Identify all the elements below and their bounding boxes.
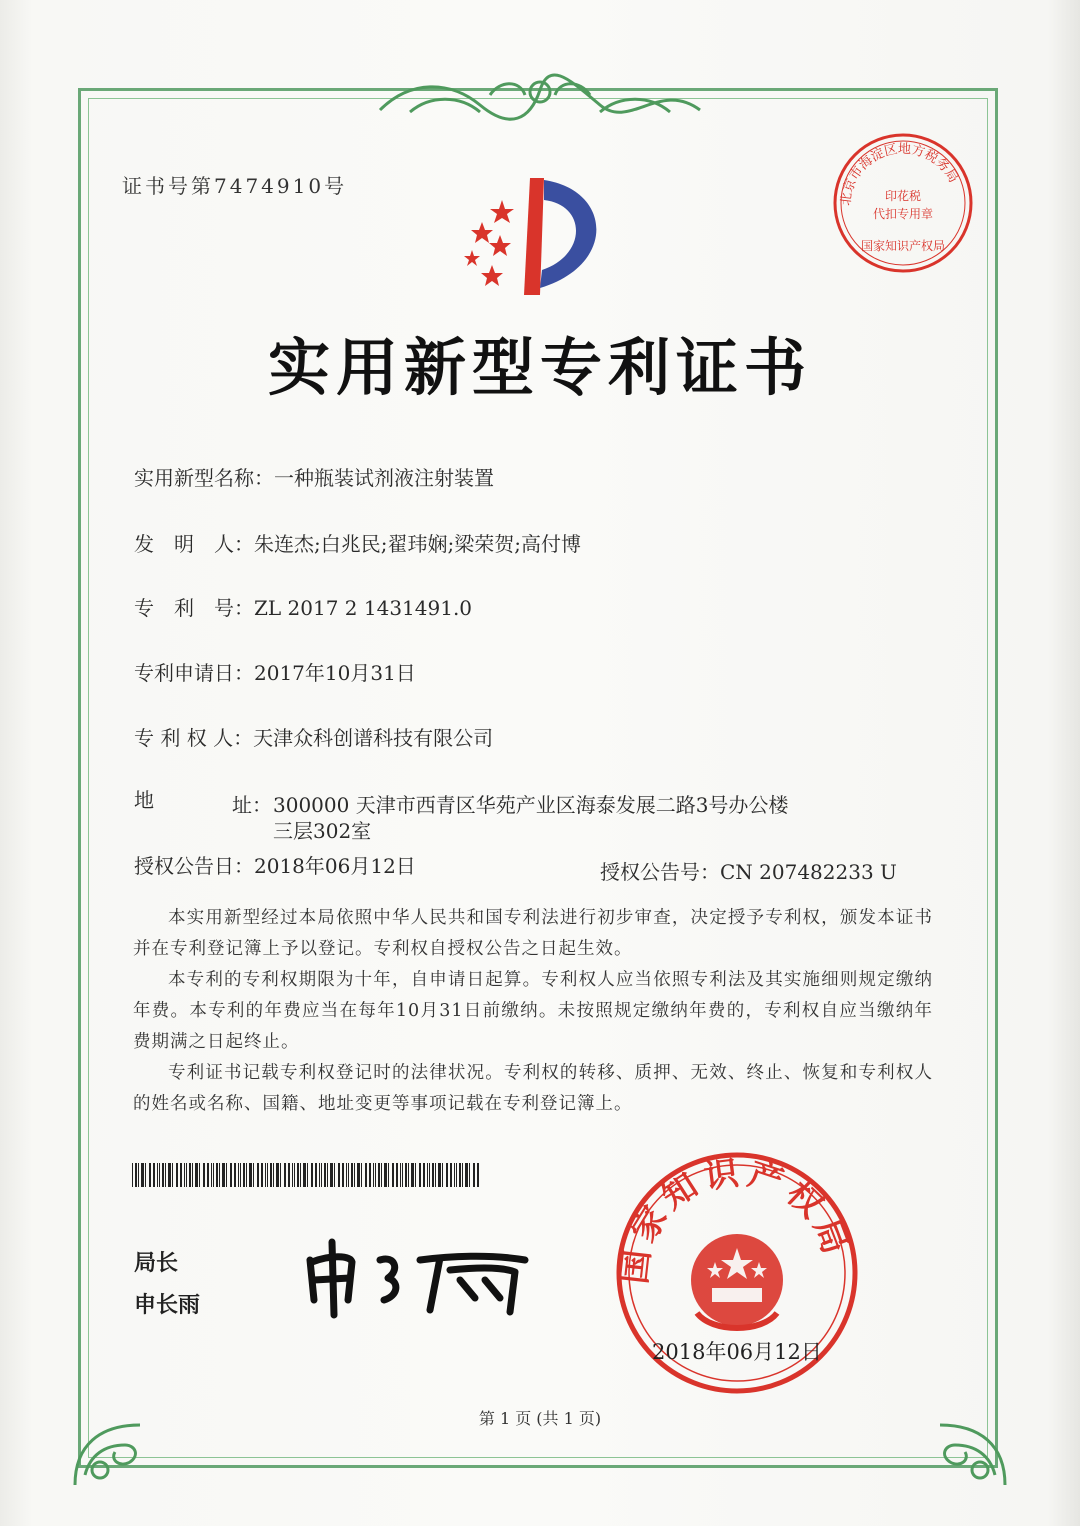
barcode-bar xyxy=(243,1163,245,1187)
barcode-bar xyxy=(381,1163,382,1187)
svg-text:代扣专用章: 代扣专用章 xyxy=(872,207,934,221)
barcode-bar xyxy=(454,1163,455,1187)
barcode-bar xyxy=(189,1163,191,1187)
body-paragraph-2: 本专利的专利权期限为十年，自申请日起算。专利权人应当依照专利法及其实施细则规定缴纳年费。本专利的年费应当在每年10月31日前缴纳。未按照规定缴纳年费的，专利权自应当缴纳年费期满之日起终止。 xyxy=(133,970,933,1052)
address-line-2: 三层302室 xyxy=(273,819,372,843)
barcode-bar xyxy=(392,1163,394,1187)
patent-holder-row xyxy=(134,722,493,751)
barcode-bar xyxy=(157,1163,158,1187)
barcode-bar xyxy=(357,1163,360,1187)
barcode-bar xyxy=(300,1163,301,1187)
barcode-bar xyxy=(273,1163,274,1187)
barcode-bar xyxy=(240,1163,241,1187)
barcode-bar xyxy=(280,1163,281,1187)
barcode-bar xyxy=(288,1163,290,1187)
barcode-bar xyxy=(373,1163,374,1187)
barcode-bar xyxy=(132,1163,133,1187)
barcode-bar xyxy=(246,1163,247,1187)
patent-number-label: 专 利 号： xyxy=(134,596,254,620)
barcode-bar xyxy=(473,1163,475,1187)
barcode-bar xyxy=(168,1163,171,1187)
patent-number-value: ZL 2017 2 1431491.0 xyxy=(254,596,473,620)
barcode-bar xyxy=(361,1163,362,1187)
grant-date-value: 2018年06月12日 xyxy=(254,854,416,878)
grant-date-row xyxy=(134,850,416,879)
barcode-bar xyxy=(226,1163,227,1187)
barcode-bar xyxy=(138,1163,139,1187)
barcode-bar xyxy=(442,1163,443,1187)
patent-number-row xyxy=(134,592,472,621)
barcode-bar xyxy=(192,1163,193,1187)
barcode-bar xyxy=(159,1163,160,1187)
certificate-body xyxy=(133,903,933,1120)
address-line-1: 300000 天津市西青区华苑产业区海泰发展二路3号办公楼 xyxy=(273,793,789,817)
barcode-bar xyxy=(162,1163,164,1187)
barcode-bar xyxy=(249,1163,252,1187)
barcode-bar xyxy=(186,1163,187,1187)
inventor-row xyxy=(134,528,581,557)
barcode-bar xyxy=(435,1163,436,1187)
barcode-bar xyxy=(423,1163,425,1187)
barcode-bar xyxy=(405,1163,407,1187)
barcode-bar xyxy=(184,1163,185,1187)
barcode-bar xyxy=(303,1163,306,1187)
top-ornament xyxy=(370,70,710,130)
application-date-value: 2017年10月31日 xyxy=(254,661,416,685)
barcode-bar xyxy=(432,1163,434,1187)
barcode-bar xyxy=(388,1163,389,1187)
barcode-bar xyxy=(427,1163,428,1187)
barcode-bar xyxy=(219,1163,220,1187)
barcode-bar xyxy=(211,1163,212,1187)
barcode-bar xyxy=(199,1163,200,1187)
barcode-bar xyxy=(384,1163,387,1187)
barcode-bar xyxy=(176,1163,178,1187)
barcode-bar xyxy=(465,1163,468,1187)
barcode-bar xyxy=(294,1163,295,1187)
barcode-bar xyxy=(292,1163,293,1187)
barcode-bar xyxy=(234,1163,236,1187)
barcode-bar xyxy=(351,1163,353,1187)
director-title: 局长 xyxy=(134,1251,179,1276)
national-seal-text: 国家知识产权局 xyxy=(614,1152,858,1286)
barcode-bar xyxy=(330,1163,333,1187)
page-number: 第 1 页 (共 1 页) xyxy=(478,1409,602,1428)
barcode-bar xyxy=(149,1163,151,1187)
cnipa-logo-icon xyxy=(452,170,622,300)
tax-seal-text: 北京市海淀区地方税务局 xyxy=(838,141,961,207)
barcode-bar xyxy=(213,1163,214,1187)
barcode-icon xyxy=(132,1163,482,1187)
svg-text:印花税: 印花税 xyxy=(884,189,922,203)
director-name: 申长雨 xyxy=(134,1293,201,1318)
barcode-bar xyxy=(135,1163,137,1187)
grant-number-row xyxy=(600,856,897,885)
barcode-bar xyxy=(207,1163,209,1187)
barcode-bar xyxy=(284,1163,286,1187)
barcode-bar xyxy=(216,1163,218,1187)
barcode-bar xyxy=(327,1163,328,1187)
barcode-bar xyxy=(346,1163,347,1187)
barcode-bar xyxy=(348,1163,349,1187)
grant-date-label: 授权公告日： xyxy=(134,854,254,878)
barcode-bar xyxy=(375,1163,376,1187)
barcode-bar xyxy=(450,1163,452,1187)
utility-model-name-label: 实用新型名称： xyxy=(134,466,274,490)
barcode-bar xyxy=(402,1163,403,1187)
body-paragraph-3: 专利证书记载专利权登记时的法律状况。专利权的转移、质押、无效、终止、恢复和专利权人的姓名或名称、国籍、地址变更等事项记载在专利登记簿上。 xyxy=(133,1063,933,1114)
barcode-bar xyxy=(456,1163,457,1187)
barcode-bar xyxy=(369,1163,371,1187)
inventor-label: 发 明 人： xyxy=(134,532,254,556)
barcode-bar xyxy=(411,1163,414,1187)
stamp-date: 2018年06月12日 xyxy=(652,1340,822,1364)
director-signature xyxy=(300,1230,540,1320)
barcode-bar xyxy=(253,1163,254,1187)
barcode-bar xyxy=(267,1163,268,1187)
barcode-bar xyxy=(315,1163,317,1187)
barcode-bar xyxy=(257,1163,259,1187)
barcode-bar xyxy=(165,1163,166,1187)
barcode-bar xyxy=(153,1163,155,1187)
barcode-bar xyxy=(429,1163,430,1187)
barcode-bar xyxy=(419,1163,421,1187)
barcode-bar xyxy=(342,1163,344,1187)
barcode-bar xyxy=(238,1163,239,1187)
patent-holder-label: 专 利 权 人： xyxy=(134,726,254,750)
barcode-bar xyxy=(195,1163,198,1187)
barcode-bar xyxy=(396,1163,398,1187)
barcode-bar xyxy=(477,1163,479,1187)
barcode-bar xyxy=(261,1163,263,1187)
body-paragraph-1: 本实用新型经过本局依照中华人民共和国专利法进行初步审查，决定授予专利权，颁发本证书并在专利登记簿上予以登记。专利权自授权公告之日起生效。 xyxy=(133,908,933,959)
barcode-bar xyxy=(338,1163,340,1187)
barcode-bar xyxy=(469,1163,470,1187)
barcode-bar xyxy=(203,1163,205,1187)
barcode-bar xyxy=(334,1163,335,1187)
utility-model-name-value: 一种瓶装试剂液注射装置 xyxy=(274,466,494,490)
barcode-bar xyxy=(145,1163,146,1187)
barcode-bar xyxy=(415,1163,416,1187)
barcode-bar xyxy=(265,1163,266,1187)
barcode-bar xyxy=(230,1163,232,1187)
barcode-bar xyxy=(378,1163,380,1187)
barcode-bar xyxy=(297,1163,299,1187)
barcode-bar xyxy=(172,1163,173,1187)
barcode-bar xyxy=(400,1163,401,1187)
inventor-value: 朱连杰;白兆民;翟玮娴;梁荣贺;高付博 xyxy=(254,532,581,556)
application-date-row xyxy=(134,657,416,686)
barcode-bar xyxy=(324,1163,326,1187)
barcode-bar xyxy=(311,1163,313,1187)
grant-number-label: 授权公告号： xyxy=(600,860,720,884)
barcode-bar xyxy=(365,1163,367,1187)
grant-number-value: CN 207482233 U xyxy=(720,860,897,884)
barcode-bar xyxy=(270,1163,272,1187)
barcode-bar xyxy=(438,1163,441,1187)
barcode-bar xyxy=(408,1163,409,1187)
utility-model-name-row xyxy=(134,462,494,491)
patent-holder-value: 天津众科创谱科技有限公司 xyxy=(253,726,494,750)
barcode-bar xyxy=(141,1163,144,1187)
barcode-bar xyxy=(446,1163,448,1187)
svg-text:国家知识产权局: 国家知识产权局 xyxy=(860,239,946,253)
address-label-start: 地 xyxy=(134,788,154,812)
barcode-bar xyxy=(222,1163,225,1187)
certificate-number: 证书号第7474910号 xyxy=(122,174,348,198)
certificate-title: 实用新型专利证书 xyxy=(267,331,812,404)
barcode-bar xyxy=(276,1163,279,1187)
application-date-label: 专利申请日： xyxy=(134,661,254,685)
barcode-bar xyxy=(307,1163,308,1187)
barcode-bar xyxy=(321,1163,322,1187)
tax-seal-icon xyxy=(828,128,978,278)
barcode-bar xyxy=(319,1163,320,1187)
barcode-bar xyxy=(354,1163,355,1187)
barcode-bar xyxy=(459,1163,461,1187)
address-label-end: 址： xyxy=(232,793,272,817)
barcode-bar xyxy=(462,1163,463,1187)
barcode-bar xyxy=(180,1163,182,1187)
